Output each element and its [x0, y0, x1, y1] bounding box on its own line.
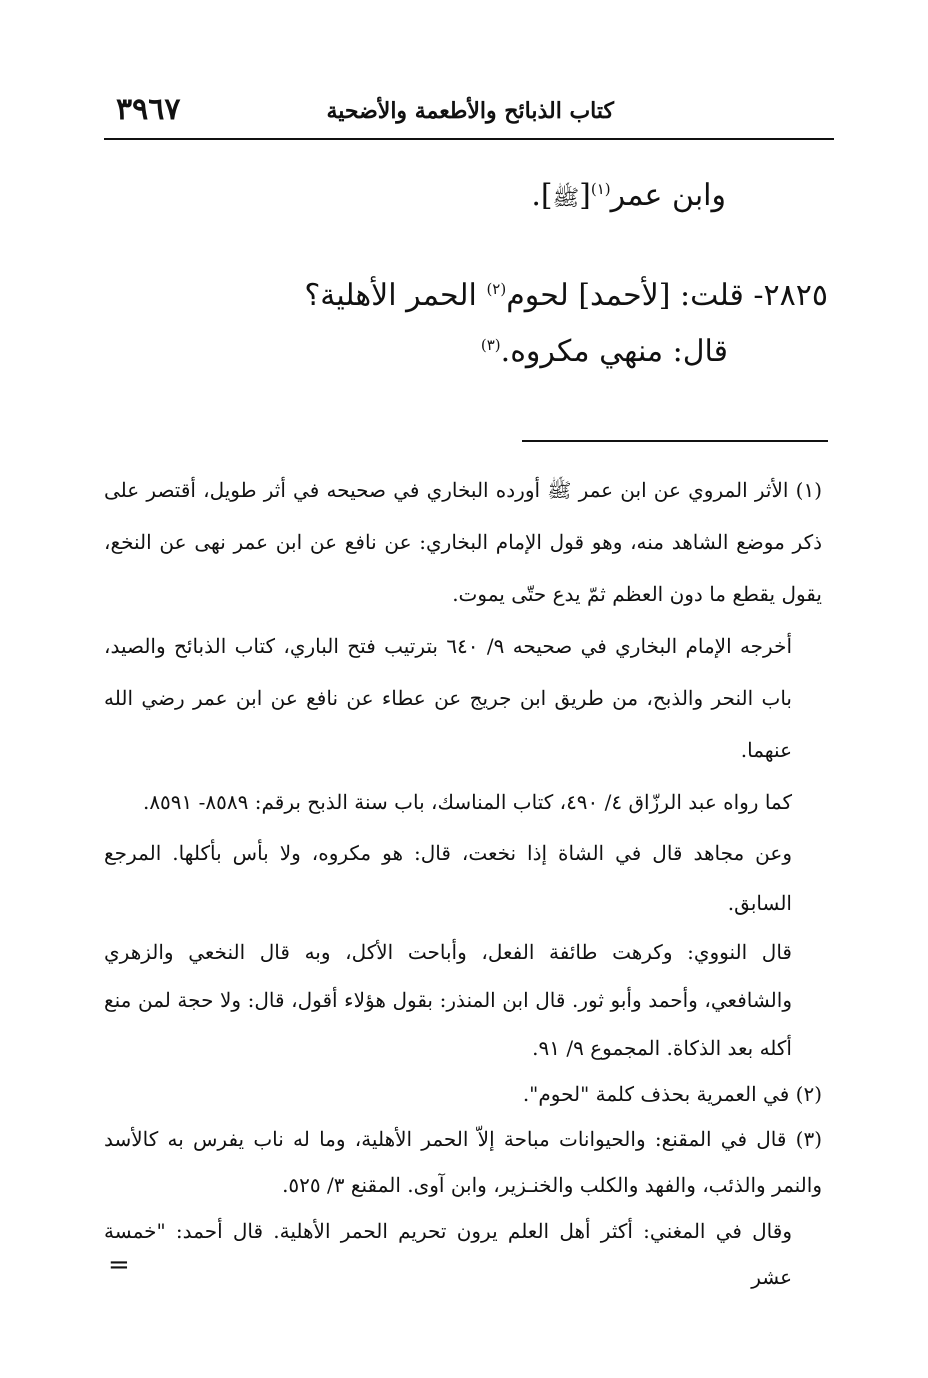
footnote-ref-2: (٢) — [486, 280, 507, 298]
main-line-3 — [481, 334, 728, 369]
footnote-ref-1: (١) — [590, 180, 611, 198]
footnote-ref-3: (٣) — [480, 336, 501, 354]
page-number: ٣٩٦٧ — [116, 92, 181, 127]
page-header — [104, 92, 836, 138]
footnote-3-para-1: (٣) قال في المقنع: والحيوانات مباحة إلاّ الحمر الأهلية، وما له ناب يفرس به كالأسد والنمر والذئب، والفهد والكلب والخنـزير، وابن آوى. المقنع ٣/ ٥٢٥. — [104, 1127, 822, 1197]
footnote-separator — [522, 440, 828, 442]
main-line-1: وابن عمر$^{(١)}$[ﷺ]. — [531, 178, 726, 213]
running-title: كتاب الذبائح والأطعمة والأضحية — [326, 98, 614, 124]
header-rule — [104, 138, 834, 140]
footnote-1-para-3: كما رواه عبد الرزّاق ٤/ ٤٩٠، كتاب المناسك، باب سنة الذبح برقم: ٨٥٨٩- ٨٥٩١. — [142, 790, 792, 814]
main-line-2-text-a: ٢٨٢٥- قلت: [لأحمد] لحوم — [506, 278, 828, 313]
footnote-1-para-4: وعن مجاهد قال في الشاة إذا نخعت، قال: هو مكروه، ولا بأس بأكلها. المرجع السابق. — [104, 841, 792, 915]
footnote-1-para-1: (١) الأثر المروي عن ابن عمر ﷺ أورده البخاري في صحيحه في أثر طويل، أقتصر على ذكر موضع الشاهد منه، وهو قول الإمام البخاري: عن نافع عن ابن عمر نهى عن النخع، يقول يقطع ما دون العظم ثمّ يدع حتّى يموت. — [104, 478, 822, 606]
footnotes-block — [104, 464, 822, 1300]
footnote-2: (٢) في العمرية بحذف كلمة "لحوم". — [522, 1082, 822, 1106]
footnote-1-para-5: قال النووي: وكرهت طائفة الفعل، وأباحت الأكل، وبه قال النخعي والزهري والشافعي، وأحمد وأبو ثور. قال ابن المنذر: بقول هؤلاء أقول، قال: ولا حجة لمن منع أكله بعد الذكاة. المجموع ٩/ ٩١. — [104, 940, 792, 1060]
main-line-3-text: قال: منهي مكروه. — [500, 334, 728, 369]
continuation-mark: = — [108, 1250, 130, 1280]
main-line-2-text-b: الحمر الأهلية؟ — [304, 278, 487, 313]
footnote-3-para-2: وقال في المغني: أكثر أهل العلم يرون تحريم الحمر الأهلية. قال أحمد: "خمسة عشر — [104, 1219, 792, 1289]
main-line-1-text: وابن عمر — [610, 178, 726, 213]
footnote-1-para-2: أخرجه الإمام البخاري في صحيحه ٩/ ٦٤٠ بترتيب فتح الباري، كتاب الذبائح والصيد، باب النحر والذبح، من طريق ابن جريج عن عطاء عن نافع عن ابن عمر رضي الله عنهما. — [104, 634, 792, 762]
main-line-2 — [304, 278, 828, 313]
honorific-glyph: ﷺ — [552, 186, 580, 211]
